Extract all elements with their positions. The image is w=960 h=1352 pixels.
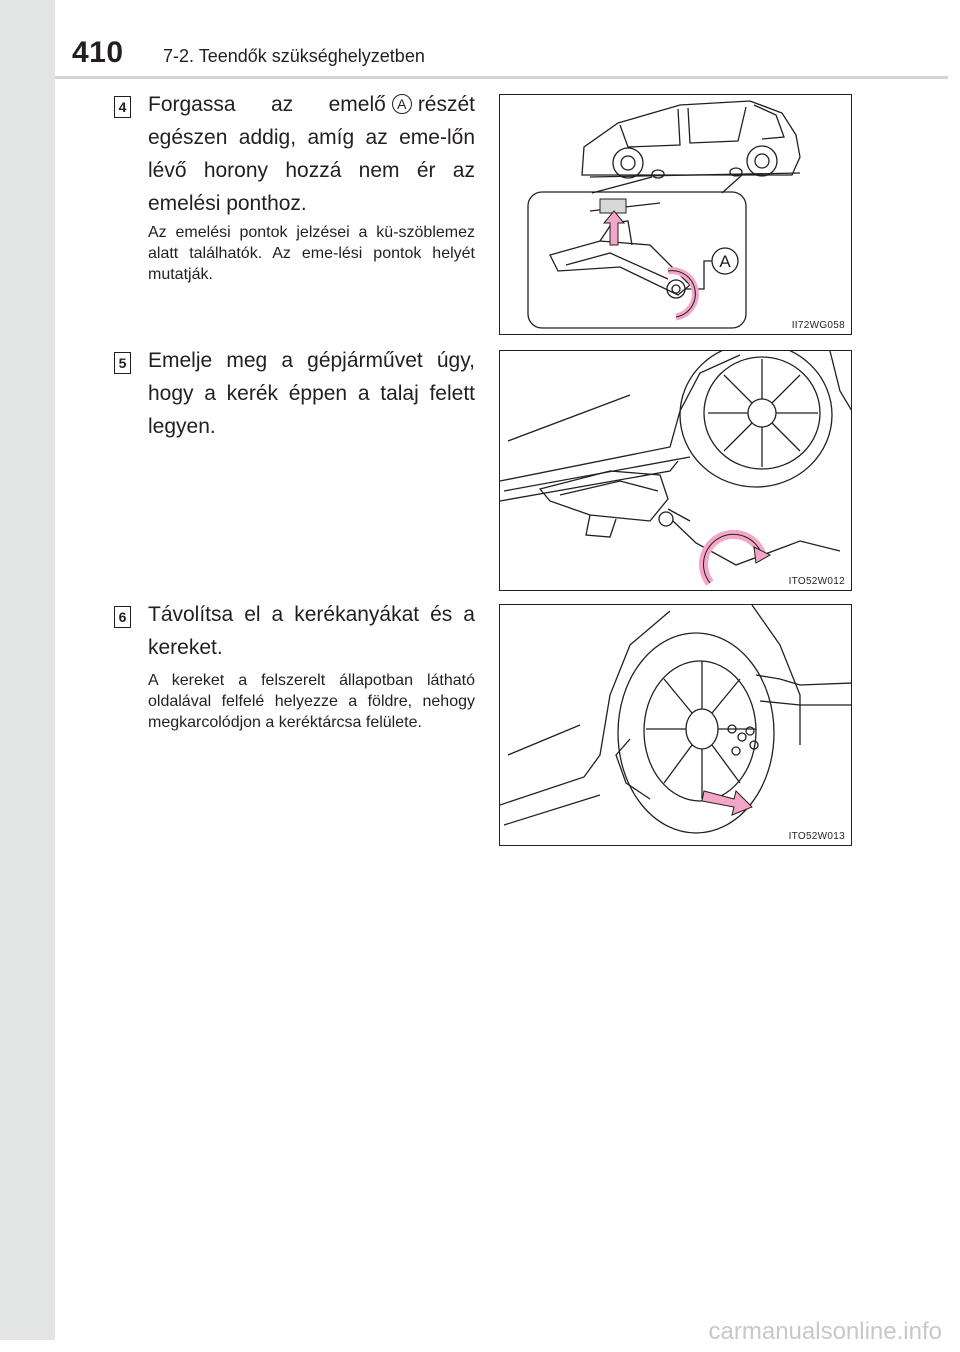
- step-5-text: Emelje meg a gépjárművet úgy, hogy a kerék éppen a talaj felett legyen.: [148, 349, 475, 438]
- figure-lift-vehicle: [499, 350, 852, 591]
- figure-jack-lift-point: [499, 94, 852, 335]
- step-4-text: [148, 88, 475, 220]
- figure-label-a: A: [719, 252, 731, 271]
- figure-remove-wheel: [499, 604, 852, 846]
- watermark: carmanualsonline.info: [708, 1318, 942, 1345]
- step-number-5: 5: [114, 352, 131, 374]
- step-6-text: Távolítsa el a kerékanyákat és a kereket.: [148, 603, 475, 659]
- header-rule: [55, 76, 948, 79]
- step-4-text-before: Forgassa az emelő: [148, 93, 386, 116]
- section-title: 7-2. Teendők szükséghelyzetben: [163, 46, 425, 66]
- figure-code-5: ITO52W012: [788, 576, 845, 587]
- marker-a-inline: A: [392, 94, 412, 114]
- jack-lift-point-illustration: [500, 95, 852, 335]
- page-number: 410: [72, 36, 124, 69]
- step-4-note: Az emelési pontok jelzései a kü-szöblemez alatt találhatók. Az eme-lési pontok helyét mutatják.: [148, 224, 475, 283]
- step-number-4: 4: [114, 96, 131, 118]
- step-number-6: 6: [114, 606, 131, 628]
- side-tab: [0, 0, 55, 1340]
- figure-code-6: ITO52W013: [788, 831, 845, 842]
- lift-vehicle-illustration: [500, 351, 852, 591]
- step-4-text-after: részét egészen addig, amíg az eme-lőn lévő horony hozzá nem ér az emelési ponthoz.: [148, 93, 475, 215]
- figure-code-4: II72WG058: [791, 320, 845, 331]
- remove-wheel-illustration: [500, 605, 852, 846]
- step-6-note: A kereket a felszerelt állapotban látható oldalával felfelé helyezze a földre, nehogy megkarcolódjon a keréktárcsa felülete.: [148, 672, 475, 731]
